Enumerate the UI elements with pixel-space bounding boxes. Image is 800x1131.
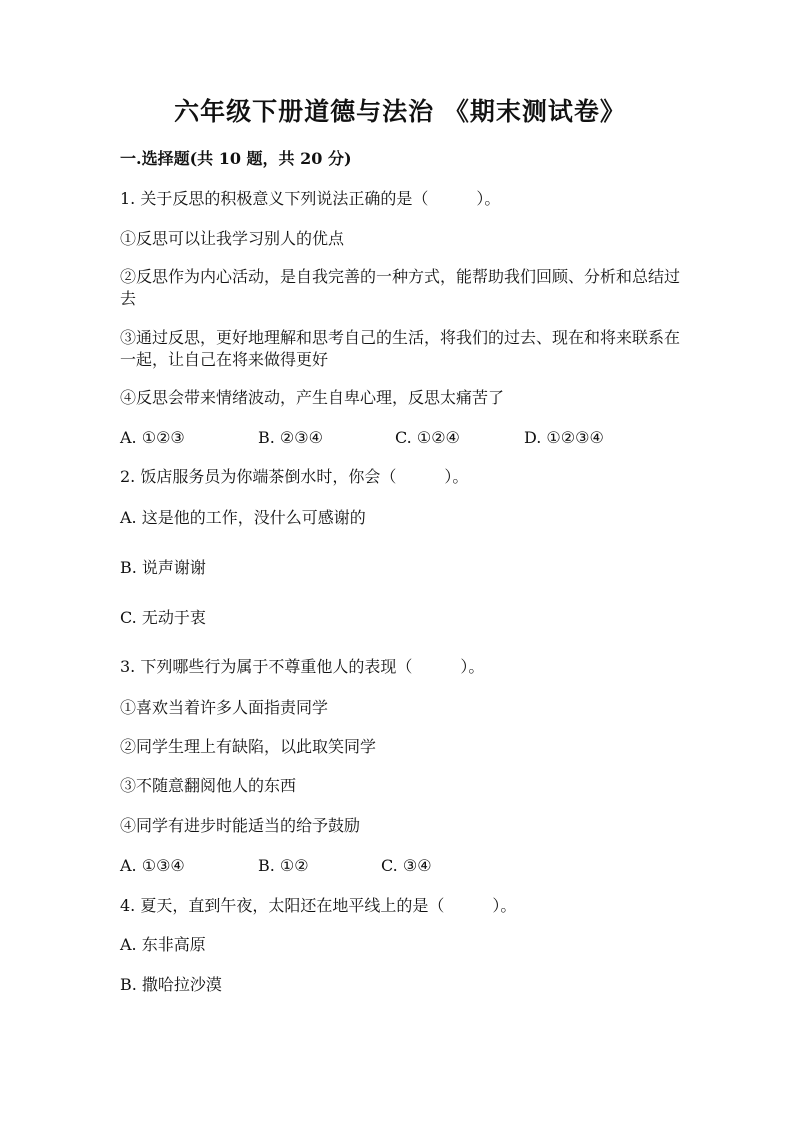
question-3-option-c[interactable]: C. ③④ [381, 856, 432, 875]
section-heading: 一.选择题(共 10 题，共 20 分) [120, 149, 352, 168]
question-2-option-a[interactable]: A. 这是他的工作，没什么可感谢的 [120, 508, 366, 527]
question-1-item: ④反思会带来情绪波动，产生自卑心理，反思太痛苦了 [120, 388, 505, 407]
question-3-stem: 3. 下列哪些行为属于不尊重他人的表现（ ）。 [120, 657, 485, 676]
question-2-option-b[interactable]: B. 说声谢谢 [120, 558, 206, 577]
page-title: 六年级下册道德与法治 《期末测试卷》 [174, 97, 626, 126]
question-1-option-a[interactable]: A. ①②③ [120, 428, 185, 447]
question-1-item: ①反思可以让我学习别人的优点 [120, 229, 345, 248]
question-1-option-c[interactable]: C. ①②④ [395, 428, 460, 447]
question-1-option-d[interactable]: D. ①②③④ [524, 428, 604, 447]
question-3-option-b[interactable]: B. ①② [258, 856, 309, 875]
question-4-option-a[interactable]: A. 东非高原 [120, 935, 206, 954]
question-2-option-c[interactable]: C. 无动于衷 [120, 608, 206, 627]
question-3-item: ③不随意翻阅他人的东西 [120, 776, 297, 795]
question-3-item: ①喜欢当着许多人面指责同学 [120, 698, 329, 717]
question-1-stem: 1. 关于反思的积极意义下列说法正确的是（ ）。 [120, 189, 501, 208]
question-4-option-b[interactable]: B. 撒哈拉沙漠 [120, 975, 222, 994]
question-1-option-b[interactable]: B. ②③④ [258, 428, 323, 447]
question-3-option-a[interactable]: A. ①③④ [120, 856, 185, 875]
question-2-stem: 2. 饭店服务员为你端茶倒水时，你会（ ）。 [120, 467, 469, 486]
question-4-stem: 4. 夏天，直到午夜，太阳还在地平线上的是（ ）。 [120, 896, 517, 915]
question-1-item: ②反思作为内心活动，是自我完善的一种方式，能帮助我们回顾、分析和总结过去 [120, 267, 681, 308]
question-3-item: ②同学生理上有缺陷，以此取笑同学 [120, 737, 377, 756]
question-1-item: ③通过反思，更好地理解和思考自己的生活，将我们的过去、现在和将来联系在一起，让自己在将来做得更好 [120, 328, 681, 369]
question-3-item: ④同学有进步时能适当的给予鼓励 [120, 816, 361, 835]
